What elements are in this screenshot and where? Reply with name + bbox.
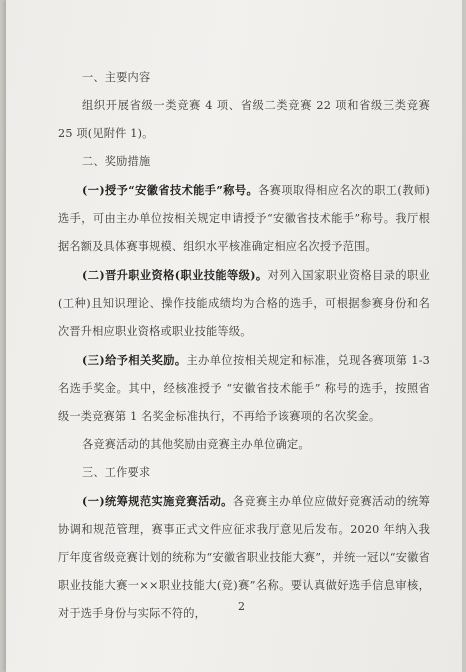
paragraph [58,176,430,261]
paragraph-text: 主办单位按相关规定和标准，兑现各赛项第 1-3 名选手奖金。其中，经核准授予 “安徽省技术能手” 称号的选手，按照省级一类竞赛第 1 名奖金标准执行，不再给予该赛项的名次奖金。 [58,354,430,423]
paragraph-lead: (二)晋升职业资格(职业技能等级)。 [82,268,268,282]
paragraph-text: 各赛项取得相应名次的职工(教师)选手，可由主办单位按相关规定申请授予“安徽省技术能手”称号。我厅根据名额及具体赛事规模、组织水平核准确定相应名次授予范围。 [58,184,430,253]
paragraph [58,431,430,459]
paragraph-lead: (三)给予相关奖励。 [82,353,187,367]
paragraph-lead: (一)授予“安徽省技术能手”称号。 [82,183,259,197]
paragraph-text: 对列入国家职业资格目录的职业(工种)且知识理论、操作技能成绩均为合格的选手，可根据参赛身份和名次晋升相应职业资格或职业技能等级。 [58,269,430,338]
paragraph-text: 组织开展省级一类竞赛 4 项、省级二类竞赛 22 项和省级三类竞赛 25 项(见附件 1)。 [58,99,430,140]
paragraph-text: 各竞赛主办单位应做好竞赛活动的统筹协调和规范管理，赛事正式文件应征求我厅意见后发布。2020 年纳入我厅年度省级竞赛计划的统称为“安徽省职业技能大赛”，并统一冠以“安徽省职业技能大赛一××职业技能大(竞)赛”名称。要认真做好选手信息审核，对于选手身份与实际不符的， [58,495,430,620]
section-heading-work-requirements: 三、工作要求 [82,466,151,479]
document-body [58,64,430,628]
document-page [6,0,462,672]
section-heading-main-content: 一、主要内容 [82,71,151,84]
section-heading-rewards: 二、奖励措施 [82,155,151,168]
paragraph-text: 各竞赛活动的其他奖励由竞赛主办单位确定。 [82,438,310,451]
paragraph [58,92,430,148]
paragraph [58,261,430,346]
page-number: 2 [238,600,245,613]
paragraph-lead: (一)统筹规范实施竞赛活动。 [82,494,233,508]
paragraph [58,346,430,431]
